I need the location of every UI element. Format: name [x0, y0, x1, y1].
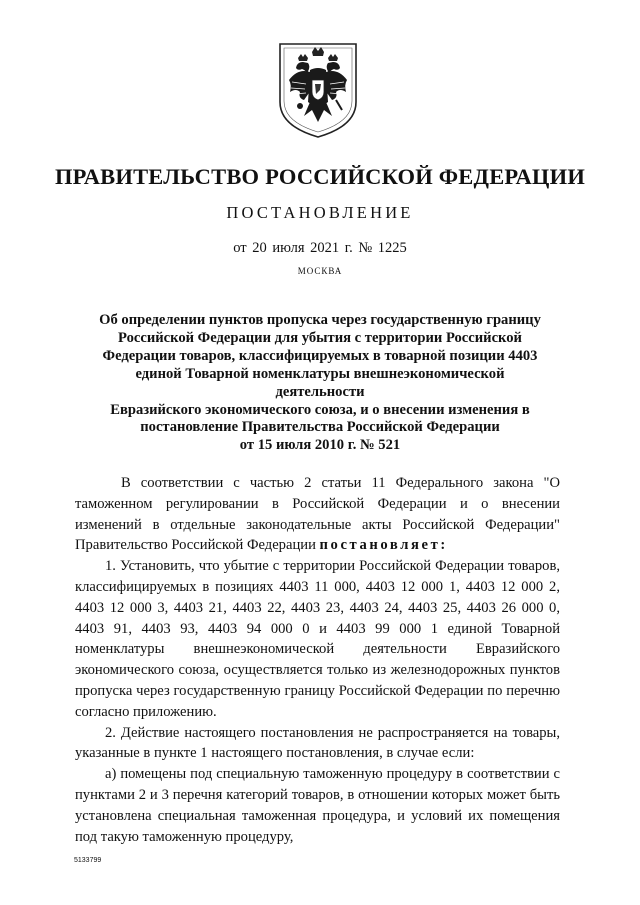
title-line: Об определении пунктов пропуска через государственную границу [99, 312, 541, 328]
decree-word: постановляет: [319, 537, 448, 554]
title-line: единой Товарной номенклатуры внешнеэкономической деятельности [135, 365, 505, 400]
city: МОСКВА [297, 266, 343, 276]
title-line: Федерации товаров, классифицируемых в товарной позиции 4403 [102, 347, 538, 364]
title-line: Евразийского экономического союза, и о внесении изменения в [110, 401, 530, 418]
item-1-paragraph: 1. Установить, что убытие с территории Российской Федерации товаров, классифицируемых в позициях 4403 11 000, 4403 12 000 1, 4403 12 000 2, 4403 12 000 3, 4403 21, 4403 22, 4403 23, 4403 24, 4403 25, 4403 26 000 0, 4403 91, 4403 93, 4403 94 000 0 и 4403 99 000 1 единой Товарной номенклатуры внешнеэкономической деятельности Евразийского экономического союза, осуществляется только из железнодорожных пунктов пропуска через государственную границу Российской Федерации по перечню согласно приложению. [75, 558, 560, 720]
title-line: Российской Федерации для убытия с территории Российской [118, 329, 522, 346]
resolution-title [90, 312, 550, 455]
preamble-paragraph [75, 473, 560, 556]
date-and-number: от 20 июля 2021 г. № 1225 [233, 240, 407, 256]
item-2a-paragraph: а) помещены под специальную таможенную процедуру в соответствии с пунктами 2 и 3 перечня категорий товаров, в отношении которых может быть установлена специальная таможенная процедура, и условий их помещения под такую таможенную процедуру, [75, 766, 560, 845]
item-2-paragraph: 2. Действие настоящего постановления не распространяется на товары, указанные в пункте 1 настоящего постановления, в случае если: [75, 724, 560, 762]
document-type: ПОСТАНОВЛЕНИЕ [226, 203, 414, 222]
organization-title: ПРАВИТЕЛЬСТВО РОССИЙСКОЙ ФЕДЕРАЦИИ [54, 164, 586, 189]
double-headed-eagle-icon [276, 40, 360, 140]
document-body [75, 473, 560, 847]
document-id: 5133799 [74, 857, 102, 864]
coat-of-arms-emblem [276, 40, 360, 140]
title-line: от 15 июля 2010 г. № 521 [239, 437, 401, 454]
preamble-text: В соответствии с частью 2 статьи 11 Федерального закона "О таможенном регулировании в Российской Федерации и о внесении изменений в отдельные законодательные акты Российской Федерации" Правительство Российской Федерации [75, 475, 560, 554]
title-line: постановление Правительства Российской Федерации [140, 419, 500, 436]
